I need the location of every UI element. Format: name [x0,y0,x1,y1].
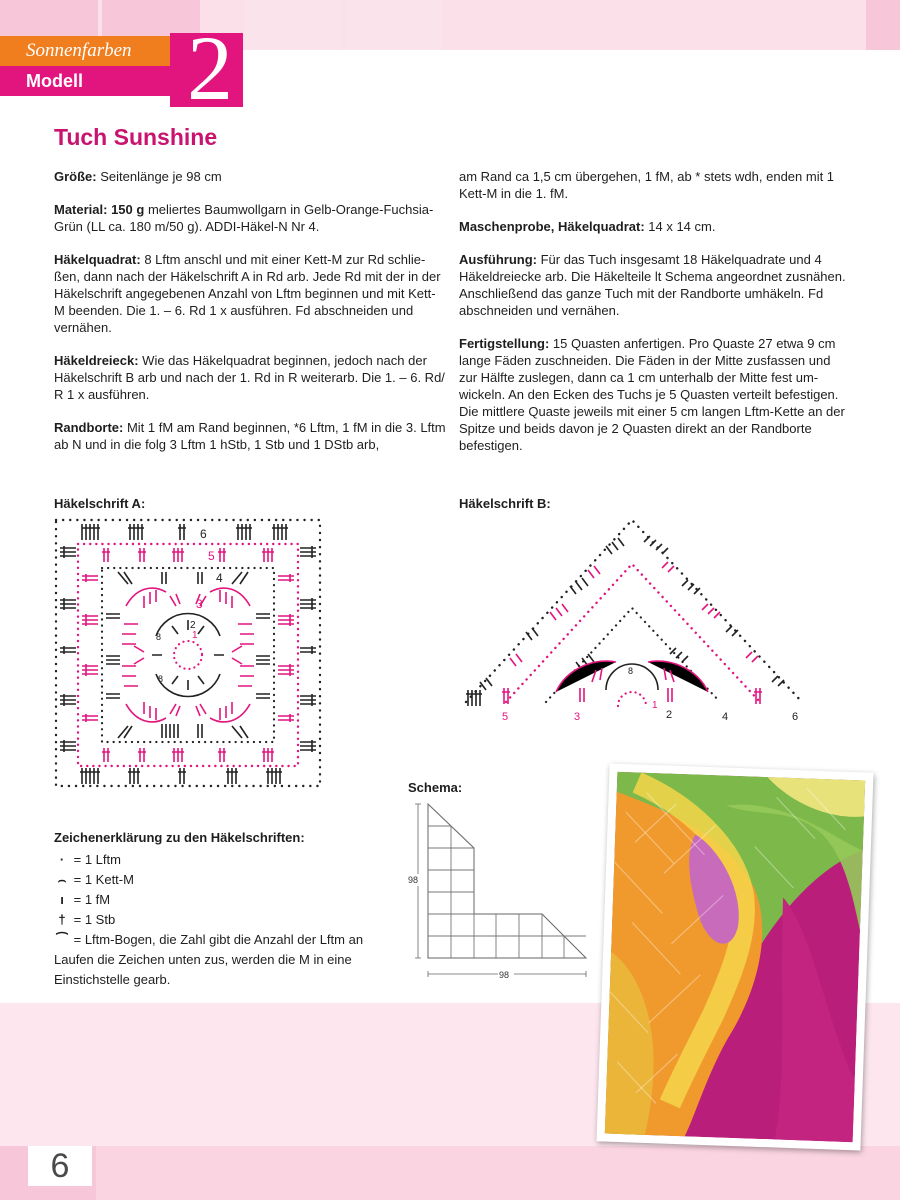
bottom-strip [0,1146,900,1200]
chart-b-round-4: 4 [722,711,729,723]
chart-b-mid-chain [546,608,720,702]
chart-b-pink-stitches [502,562,762,704]
series-tag: Sonnenfarben [0,36,170,66]
paragraph-square: Häkelquadrat: 8 Lftm anschl und mit einer Kett-M zur Rd schlie-ßen, dann nach der Häkelschrift A in Rd arb. Jede Rd mit der in der Häkelschrift angegebenen Anzahl von Lftm beginnen und mit Kett-M beenden. Die 1. – 6. Rd 1 x ausführen. Fd abschneiden und vernähen. [54,252,441,335]
schema-diagram [404,798,594,988]
chart-a-round-3: 3 [196,597,203,611]
chart-a-round-1: 1 [192,630,198,641]
chart-a-round-2: 2 [190,620,196,631]
instructions-right [459,168,851,470]
paragraph-material: Material: 150 g meliertes Baumwollgarn in Gelb-Orange-Fuchsia-Grün (LL ca. 180 m/50 g). ADDI-Häkel-N Nr 4. [54,202,434,234]
chart-b-round-3: 3 [574,711,581,723]
chart-a-outer-chain [56,520,320,786]
schema-heading: Schema: [408,780,463,795]
chart-a-pink-ring [78,544,298,766]
shawl-photo [596,764,873,1151]
paragraph-border: Randborte: Mit 1 fM am Rand beginnen, *6 Lftm, 1 fM in die 3. Lftm ab N und in die folg 3 Lftm 1 hStb, 1 Stb und 1 DStb arb, [54,420,446,452]
chart-b-outer-chain [466,520,802,702]
chart-a-outer-stitches [60,524,316,784]
chart-a-round-4: 4 [216,571,223,585]
legend-row-double: † = 1 Stb [54,910,394,930]
crochet-chart-a [52,516,324,792]
shawl-photo-image [605,772,865,1142]
paragraph-finishing: Fertigstellung: 15 Quasten anfertigen. Pro Quaste 27 etwa 9 cm lange Fäden zuschneiden. Die Fäden in der Mitte zusfassen und zur Hälfte zuslegen, dann ca 1 cm unterhalb der Mitte fest um-wickeln. An den Ecken des Tuchs je 5 Quasten verteilt befestigen. Die mittlere Quaste jeweils mit einer 5 cm langen Lftm-Kette an der Spitze und beids davon je 2 Quasten direkt an der Randborte befestigen. [459,336,845,453]
chart-a-count-top: 8 [156,632,162,642]
model-tag: Modell [0,66,170,96]
chain-arc-icon: ⁀ [56,932,68,947]
crochet-chart-b [456,512,812,726]
page-title: Tuch Sunshine [54,124,218,150]
page-number: 6 [50,1147,70,1185]
chart-b-count: 8 [628,666,634,676]
legend-heading: Zeichenerklärung zu den Häkelschriften: [54,830,305,845]
schema-bottom-label: 98 [499,970,510,980]
double-crochet-icon: † [58,912,66,927]
model-number: 2 [187,17,233,119]
legend-row-single: ı = 1 fM [54,890,394,910]
chart-b-heading: Häkelschrift B: [459,496,551,511]
chart-a-count-bottom: 8 [158,674,164,684]
chart-a-pink-stitches [82,548,294,762]
chart-a-center-ring [174,641,202,669]
paragraph-gauge: Maschenprobe, Häkelquadrat: 14 x 14 cm. [459,219,716,234]
schema-side-label: 98 [408,875,419,885]
chart-a-heading: Häkelschrift A: [54,496,146,511]
chart-a-round-6: 6 [200,527,207,541]
chart-a-round-5: 5 [208,549,215,563]
legend-row-arc: ⁀ = Lftm-Bogen, die Zahl gibt die Anzahl der Lftm an [54,930,394,950]
legend-row-slip: ⌢ = 1 Kett-M [54,870,394,890]
chart-a-inner-chain [102,568,274,742]
slip-stitch-icon: ⌢ [57,872,67,887]
chart-a-petals [122,588,254,722]
chart-b-black-stitches [466,536,784,706]
chart-b-pink-chain [506,564,760,702]
symbol-legend [54,828,394,990]
chart-b-round-2: 2 [666,709,673,721]
paragraph-border-cont: am Rand ca 1,5 cm übergehen, 1 fM, ab * stets wdh, enden mit 1 Kett-M in die 1. fM. [459,169,835,201]
chart-a-inner-stitches [106,572,270,738]
paragraph-size: Größe: Seitenlänge je 98 cm [54,169,222,184]
legend-row-chain: · = 1 Lftm [54,850,394,870]
single-crochet-icon: ı [60,892,64,907]
paragraph-triangle: Häkeldreieck: Wie das Häkelquadrat beginnen, jedoch nach der Häkelschrift B arb und nach der 1. Rd in R weiterarb. Die 1. – 6. Rd/ R 1 x ausführen. [54,353,445,402]
chart-b-round-1: 1 [652,700,658,711]
instructions-left [54,168,446,469]
legend-note: Laufen die Zeichen unten zus, werden die M in eine Einstichstelle gearb. [54,952,352,987]
chain-stitch-icon: · [59,852,65,867]
paragraph-assembly: Ausführung: Für das Tuch insgesamt 18 Häkelquadrate und 4 Häkeldreiecke arb. Die Häkelteile lt Schema angeordnet zusnähen. Anschließend das ganze Tuch mit der Randborte umhäkeln. Fd abschneiden und vernähen. [459,252,846,318]
chart-a-center [152,613,224,696]
chart-b-round-6: 6 [792,711,799,723]
chart-b-center-ring [618,692,646,706]
chart-b-round-5: 5 [502,711,509,723]
